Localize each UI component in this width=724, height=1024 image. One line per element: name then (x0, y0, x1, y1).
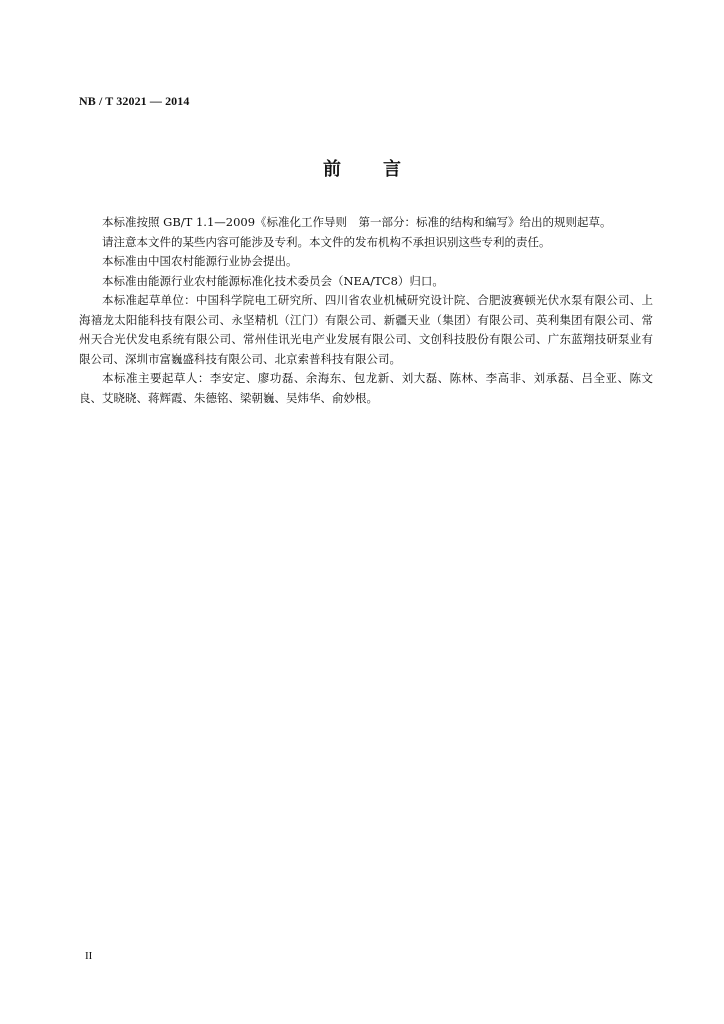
page-number: II (85, 950, 93, 962)
paragraph-drafting-organizations: 本标准起草单位：中国科学院电工研究所、四川省农业机械研究设计院、合肥波赛顿光伏水泵有限公司、上海禧龙太阳能科技有限公司、永坚精机（江门）有限公司、新疆天业（集团）有限公司、英利集团有限公司、常州天合光伏发电系统有限公司、常州佳讯光电产业发展有限公司、文创科技股份有限公司、广东蓝翔技研泵业有限公司、深圳市富巍盛科技有限公司、北京索普科技有限公司。 (79, 293, 653, 366)
paragraph-drafters: 本标准主要起草人：李安定、廖功磊、余海东、包龙新、刘大磊、陈林、李高非、刘承磊、吕全亚、陈文良、艾晓晓、蒋辉霞、朱德铭、梁朝巍、吴炜华、俞妙根。 (79, 371, 653, 405)
paragraph-technical-committee: 本标准由能源行业农村能源标准化技术委员会（NEA/TC8）归口。 (102, 273, 444, 288)
paragraph-drafting-rules: 本标准按照 GB/T 1.1—2009《标准化工作导则 第一部分：标准的结构和编写》给出的规则起草。 (102, 215, 612, 229)
paragraph-patent-notice: 请注意本文件的某些内容可能涉及专利。本文件的发布机构不承担识别这些专利的责任。 (102, 234, 551, 249)
foreword-body (79, 213, 653, 408)
page-title: 前言 (323, 159, 443, 180)
standard-code: NB / T 32021 — 2014 (79, 94, 190, 108)
paragraph-proposer: 本标准由中国农村能源行业协会提出。 (102, 254, 298, 268)
